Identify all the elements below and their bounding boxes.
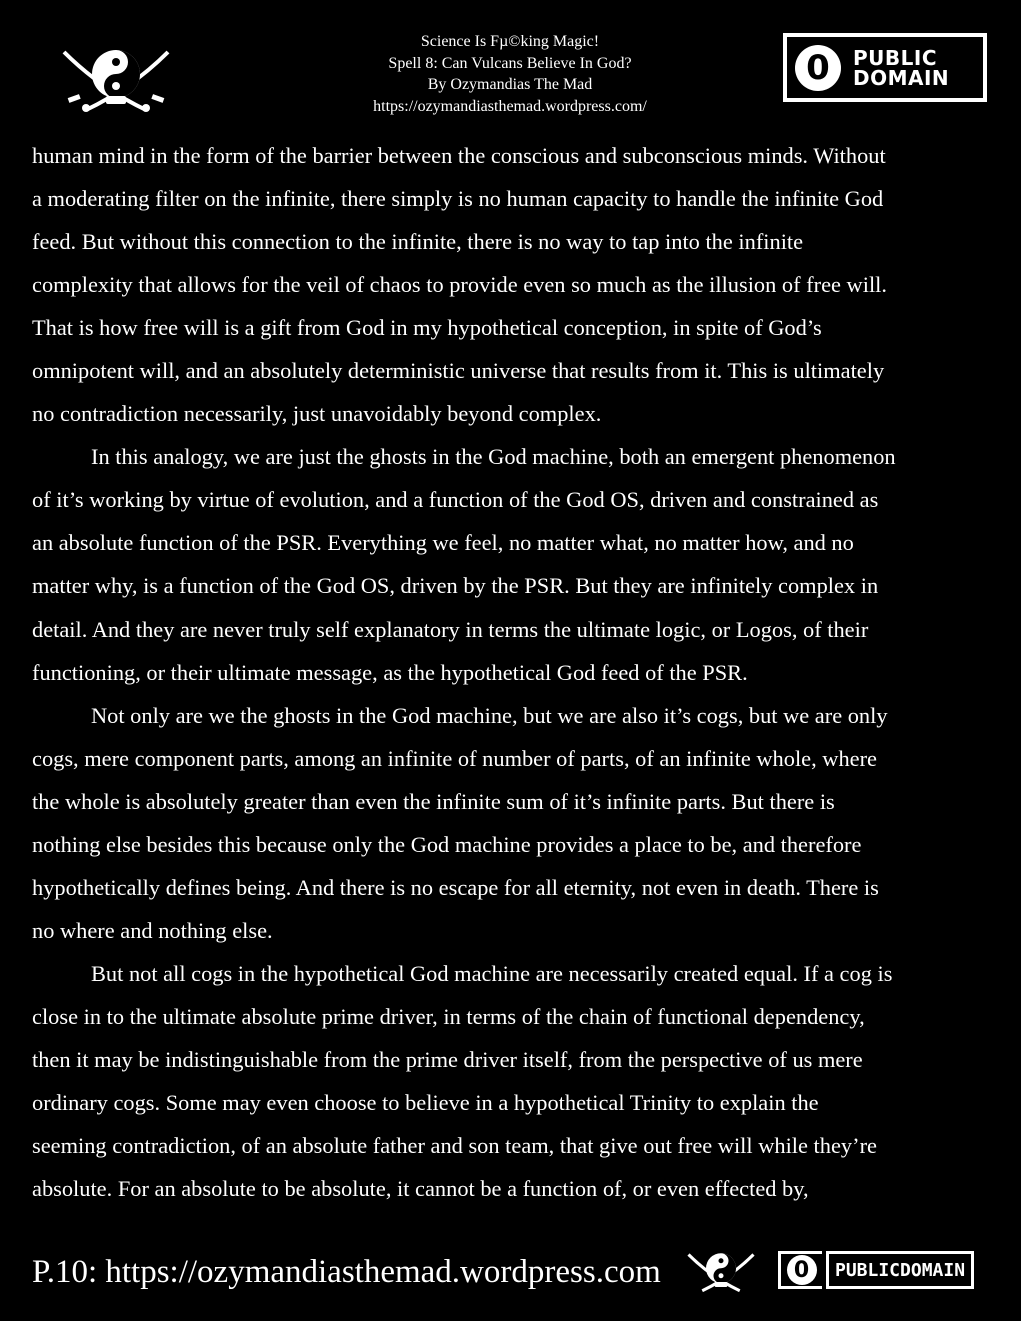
blog-url: https://ozymandiasthemad.wordpress.com/ (373, 97, 647, 115)
yin-yang-jolly-roger-icon (686, 1248, 756, 1296)
text-line: human mind in the form of the barrier between the conscious and subconscious minds. Without (32, 143, 886, 168)
public-domain-footer-badge (778, 1251, 988, 1289)
text-line: a moderating filter on the infinite, there simply is no human capacity to handle the infinite God (32, 186, 884, 212)
text-line: cogs, mere component parts, among an infinite of number of parts, of an infinite whole, where (32, 745, 877, 771)
text-line: no contradiction necessarily, just unavoidably beyond complex. (32, 401, 602, 427)
public-domain-badge (783, 33, 987, 102)
text-line: of it’s working by virtue of evolution, and a function of the God OS, driven and constrained as (32, 487, 879, 513)
text-line: matter why, is a function of the God OS, driven by the PSR. But they are infinitely complex in (32, 573, 879, 599)
text-line: That is how free will is a gift from God in my hypothetical conception, in spite of God’s (32, 315, 822, 341)
text-line: no where and nothing else. (32, 917, 273, 943)
text-line: functioning, or their ultimate message, as the hypothetical God feed of the PSR. (32, 659, 748, 685)
header-title-block (310, 31, 710, 117)
text-line: detail. And they are never truly self explanatory in terms the ultimate logic, or Logos, of their (32, 616, 869, 642)
paragraph-start-line: But not all cogs in the hypothetical God machine are necessarily created equal. If a cog is (91, 960, 893, 986)
public-domain-icon: 0 (787, 1255, 817, 1285)
public-domain-label: PUBLICDOMAIN (826, 1251, 974, 1289)
series-title: Science Is Fµ©king Magic! (420, 33, 600, 50)
public-domain-icon: 0 (795, 45, 841, 91)
text-line: close in to the ultimate absolute prime driver, in terms of the chain of functional dependency, (32, 1003, 865, 1029)
text-line: an absolute function of the PSR. Everything we feel, no matter what, no matter how, and no (32, 530, 854, 556)
paragraph-start-line: Not only are we the ghosts in the God machine, but we are also it’s cogs, but we are only (91, 702, 888, 728)
page-number-url: P.10: https://ozymandiasthemad.wordpress.com (32, 1254, 661, 1290)
spell-title: Spell 8: Can Vulcans Believe In God? (388, 54, 632, 72)
badge-line-public: PUBLIC (853, 45, 938, 70)
document-body (32, 134, 992, 1210)
author-line: By Ozymandias The Mad (427, 76, 593, 93)
text-line: complexity that allows for the veil of chaos to provide even so much as the illusion of free will. (32, 272, 887, 298)
badge-line-domain: DOMAIN (853, 65, 950, 90)
text-line: omnipotent will, and an absolutely deterministic universe that results from it. This is ultimately (32, 358, 885, 384)
text-line: hypothetically defines being. And there is no escape for all eternity, not even in death. There is (32, 874, 879, 900)
text-line: the whole is absolutely greater than even the infinite sum of it’s infinite parts. But there is (32, 788, 835, 814)
page-footer (32, 1246, 992, 1302)
text-line: feed. But without this connection to the infinite, there is no way to tap into the infinite (32, 229, 804, 255)
paragraph-start-line: In this analogy, we are just the ghosts in the God machine, both an emergent phenomenon (91, 444, 896, 470)
text-line: absolute. For an absolute to be absolute, it cannot be a function of, or even effected by, (32, 1176, 809, 1202)
text-line: then it may be indistinguishable from the prime driver itself, from the perspective of us mere (32, 1046, 863, 1072)
text-line: nothing else besides this because only the God machine provides a place to be, and therefore (32, 831, 862, 857)
text-line: seeming contradiction, of an absolute father and son team, that give out free will while they’re (32, 1133, 877, 1159)
page-header (0, 0, 1021, 130)
yin-yang-jolly-roger-icon (60, 44, 172, 116)
text-line: ordinary cogs. Some may even choose to believe in a hypothetical Trinity to explain the (32, 1090, 819, 1116)
